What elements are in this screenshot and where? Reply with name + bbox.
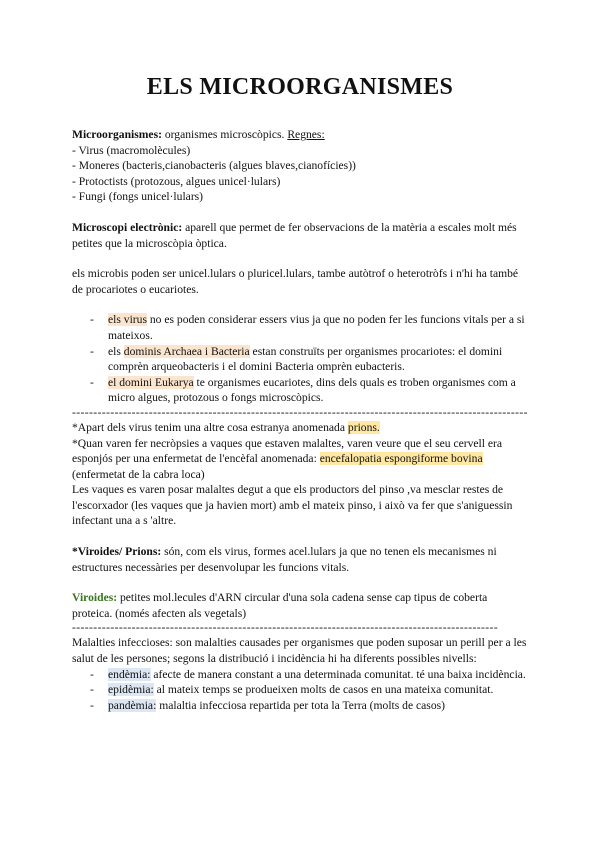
- highlight: encefalopatia espongiforme bovina: [319, 452, 483, 466]
- highlight: els virus: [108, 313, 147, 327]
- microscopi-label: Microscopi electrònic:: [72, 220, 183, 234]
- microorganismes-paragraph: [72, 127, 528, 143]
- page-title: ELS MICROORGANISMES: [146, 74, 454, 100]
- dominis-list: [72, 312, 528, 406]
- regne-item: - Virus (macromolècules): [72, 143, 191, 157]
- prions-line: *Apart dels virus tenim una altre cosa estranya anomenada prions.: [72, 420, 380, 434]
- highlight: prions.: [347, 420, 380, 434]
- vaques-paragraph: Les vaques es varen posar malaltes degut a que els productors del pinso ,va mesclar restes de l'escorxador (les vaques que ja havien mort) amb el mateix pinso, i això va fer que s'aniguessin infectant una a s 'altre.: [72, 483, 513, 528]
- microbis-paragraph: els microbis poden ser unicel.lulars o pluricel.lulars, tambe autòtrof o heterotròfs i n'hi ha també de procariotes o eucariotes.: [72, 267, 519, 296]
- highlight: endèmia:: [108, 667, 151, 681]
- microorganismes-label: Microorganismes:: [72, 128, 162, 141]
- separator-line: -----------------------------------------------------------------------------------------------------------: [72, 405, 528, 419]
- highlight: epidèmia:: [108, 683, 154, 697]
- cabra-loca-line: (enfermetat de la cabra loca): [72, 467, 205, 481]
- list-item: - el domini Eukarya te organismes eucariotes, dins dels quals es troben organismes com a micro algues, protozous o fongs microscòpics.: [72, 375, 528, 406]
- microscopi-text: aparell que permet de fer observacions de la matèria a escales molt més petites que la microscòpia òptica.: [72, 220, 517, 250]
- list-item: - els dominis Archaea i Bacteria estan construïts per organismes procariotes: el domini comprèn arqueobacteris i el domini Bacteria omprèn eubacteris.: [72, 344, 528, 375]
- regne-item: - Protoctists (protozous, algues unicel·lulars): [72, 174, 281, 188]
- necropsies-paragraph: *Quan varen fer necròpsies a vaques que estaven malaltes, varen veure que el seu cervell era esponjós per una enfermetat de l'encèfal anomenada: encefalopatia espongiforme bovina: [72, 436, 503, 466]
- list-item: - els virus no es poden considerar essers vius ja que no poden fer les funcions vitals per a si mateixos.: [72, 312, 528, 343]
- highlight: dominis Archaea i Bacteria: [123, 344, 250, 358]
- regnes-label: Regnes:: [287, 128, 325, 141]
- microscopi-paragraph: [72, 220, 528, 251]
- viroides-label: Viroides:: [72, 591, 118, 605]
- viroides-paragraph: Viroides: petites mol.lecules d'ARN circular d'una sola cadena sense cap tipus de coberta proteica. (només afecten als vegetals): [72, 591, 488, 620]
- malalties-intro: Malalties infeccioses: son malalties causades per organismes que poden suposar un perill per a les salut de les persones; segons la distribució i incidència hi ha diferents possibles nivells:: [72, 636, 527, 666]
- highlight: el domini Eukarya: [108, 375, 194, 389]
- microorganismes-text: organismes microscòpics.: [161, 128, 288, 141]
- highlight: pandèmia:: [108, 698, 157, 712]
- list-item: - endèmia: afecte de manera constant a una determinada comunitat. té una baixa incidència.: [72, 667, 528, 683]
- separator-line: ----------------------------------------------------------------------------------------------------: [72, 621, 499, 635]
- list-item: - epidèmia: al mateix temps se produeixen molts de casos en una mateixa comunitat.: [72, 682, 528, 698]
- regne-item: - Fungi (fongs unicel·lulars): [72, 190, 204, 204]
- viroides-prions-paragraph: *Viroides/ Prions: són, com els virus, formes acel.lulars ja que no tenen els mecanismes ni estructures necessàries per desenvolupar les funcions vitals.: [72, 545, 497, 574]
- regne-item: - Moneres (bacteris,cianobacteris (algues blaves,cianofícies)): [72, 159, 356, 173]
- viroides-prions-label: *Viroides/ Prions:: [72, 545, 162, 559]
- malalties-list: [72, 667, 528, 714]
- list-item: - pandèmia: malaltia infecciosa repartida per tota la Terra (molts de casos): [72, 698, 528, 714]
